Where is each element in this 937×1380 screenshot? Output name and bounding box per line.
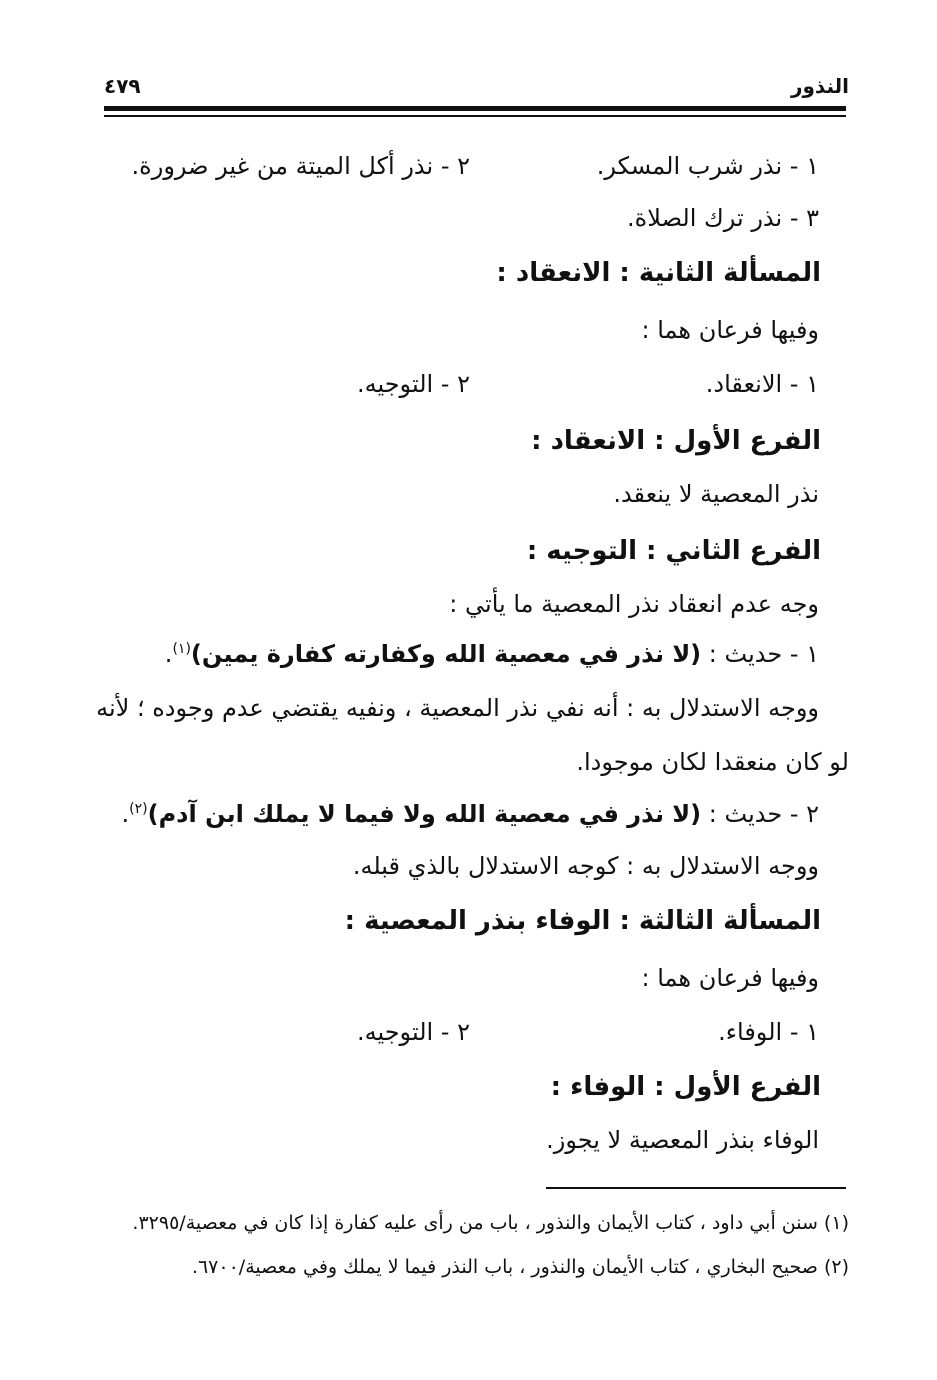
hadith-prefix: ٢ - حديث : xyxy=(708,800,819,828)
list-item-2: ٢ - نذر أكل الميتة من غير ضرورة. xyxy=(131,152,470,180)
footnote-2: (٢) صحيح البخاري ، كتاب الأيمان والنذور ، باب النذر فيما لا يملك وفي معصية/٦٧٠٠. xyxy=(191,1256,849,1278)
section-heading-3: المسألة الثالثة : الوفاء بنذر المعصية : xyxy=(344,906,821,936)
hadith-quote: (لا نذر في معصية الله ولا فيما لا يملك ابن آدم) xyxy=(147,800,702,828)
paragraph-line: ووجه الاستدلال به : أنه نفي نذر المعصية ، ونفيه يقتضي عدم وجوده ؛ لأنه xyxy=(96,694,819,722)
paragraph-line: وفيها فرعان هما : xyxy=(641,316,819,344)
header-rule-thick xyxy=(104,106,846,111)
footnote-ref: (٢) xyxy=(129,801,148,817)
subsection-heading: الفرع الأول : الانعقاد : xyxy=(531,426,821,456)
footnote-ref: (١) xyxy=(172,641,191,657)
paragraph-line: ووجه الاستدلال به : كوجه الاستدلال بالذي قبله. xyxy=(352,852,819,880)
subsection-heading: الفرع الأول : الوفاء : xyxy=(550,1072,821,1102)
list-item-1: ١ - الانعقاد. xyxy=(705,370,819,398)
paragraph-line: لو كان منعقدا لكان موجودا. xyxy=(576,748,849,776)
paragraph-line: وفيها فرعان هما : xyxy=(641,964,819,992)
paragraph-line: نذر المعصية لا ينعقد. xyxy=(613,480,819,508)
list-item-1: ١ - الوفاء. xyxy=(718,1018,819,1046)
list-item-1: ١ - نذر شرب المسكر. xyxy=(596,152,819,180)
header-rule-thin xyxy=(104,115,846,117)
footnote-separator xyxy=(546,1187,846,1189)
list-item-2: ٢ - التوجيه. xyxy=(356,370,470,398)
hadith-quote: (لا نذر في معصية الله وكفارته كفارة يمين) xyxy=(190,640,702,668)
hadith-line-1 xyxy=(165,640,819,668)
hadith-end: . xyxy=(164,640,173,668)
footnote-1: (١) سنن أبي داود ، كتاب الأيمان والنذور ، باب من رأى عليه كفارة إذا كان في معصية/٣٢٩٥. xyxy=(132,1212,849,1234)
list-item-2: ٢ - التوجيه. xyxy=(356,1018,470,1046)
hadith-end: . xyxy=(121,800,130,828)
list-item-3: ٣ - نذر ترك الصلاة. xyxy=(627,204,819,232)
chapter-title: النذور xyxy=(790,74,849,98)
page-number: ٤٧٩ xyxy=(104,74,141,98)
section-heading-2: المسألة الثانية : الانعقاد : xyxy=(496,258,821,288)
paragraph-line: وجه عدم انعقاد نذر المعصية ما يأتي : xyxy=(449,590,819,618)
paragraph-line: الوفاء بنذر المعصية لا يجوز. xyxy=(546,1126,819,1154)
subsection-heading: الفرع الثاني : التوجيه : xyxy=(526,536,821,566)
hadith-prefix: ١ - حديث : xyxy=(708,640,819,668)
hadith-line-2 xyxy=(122,800,820,828)
